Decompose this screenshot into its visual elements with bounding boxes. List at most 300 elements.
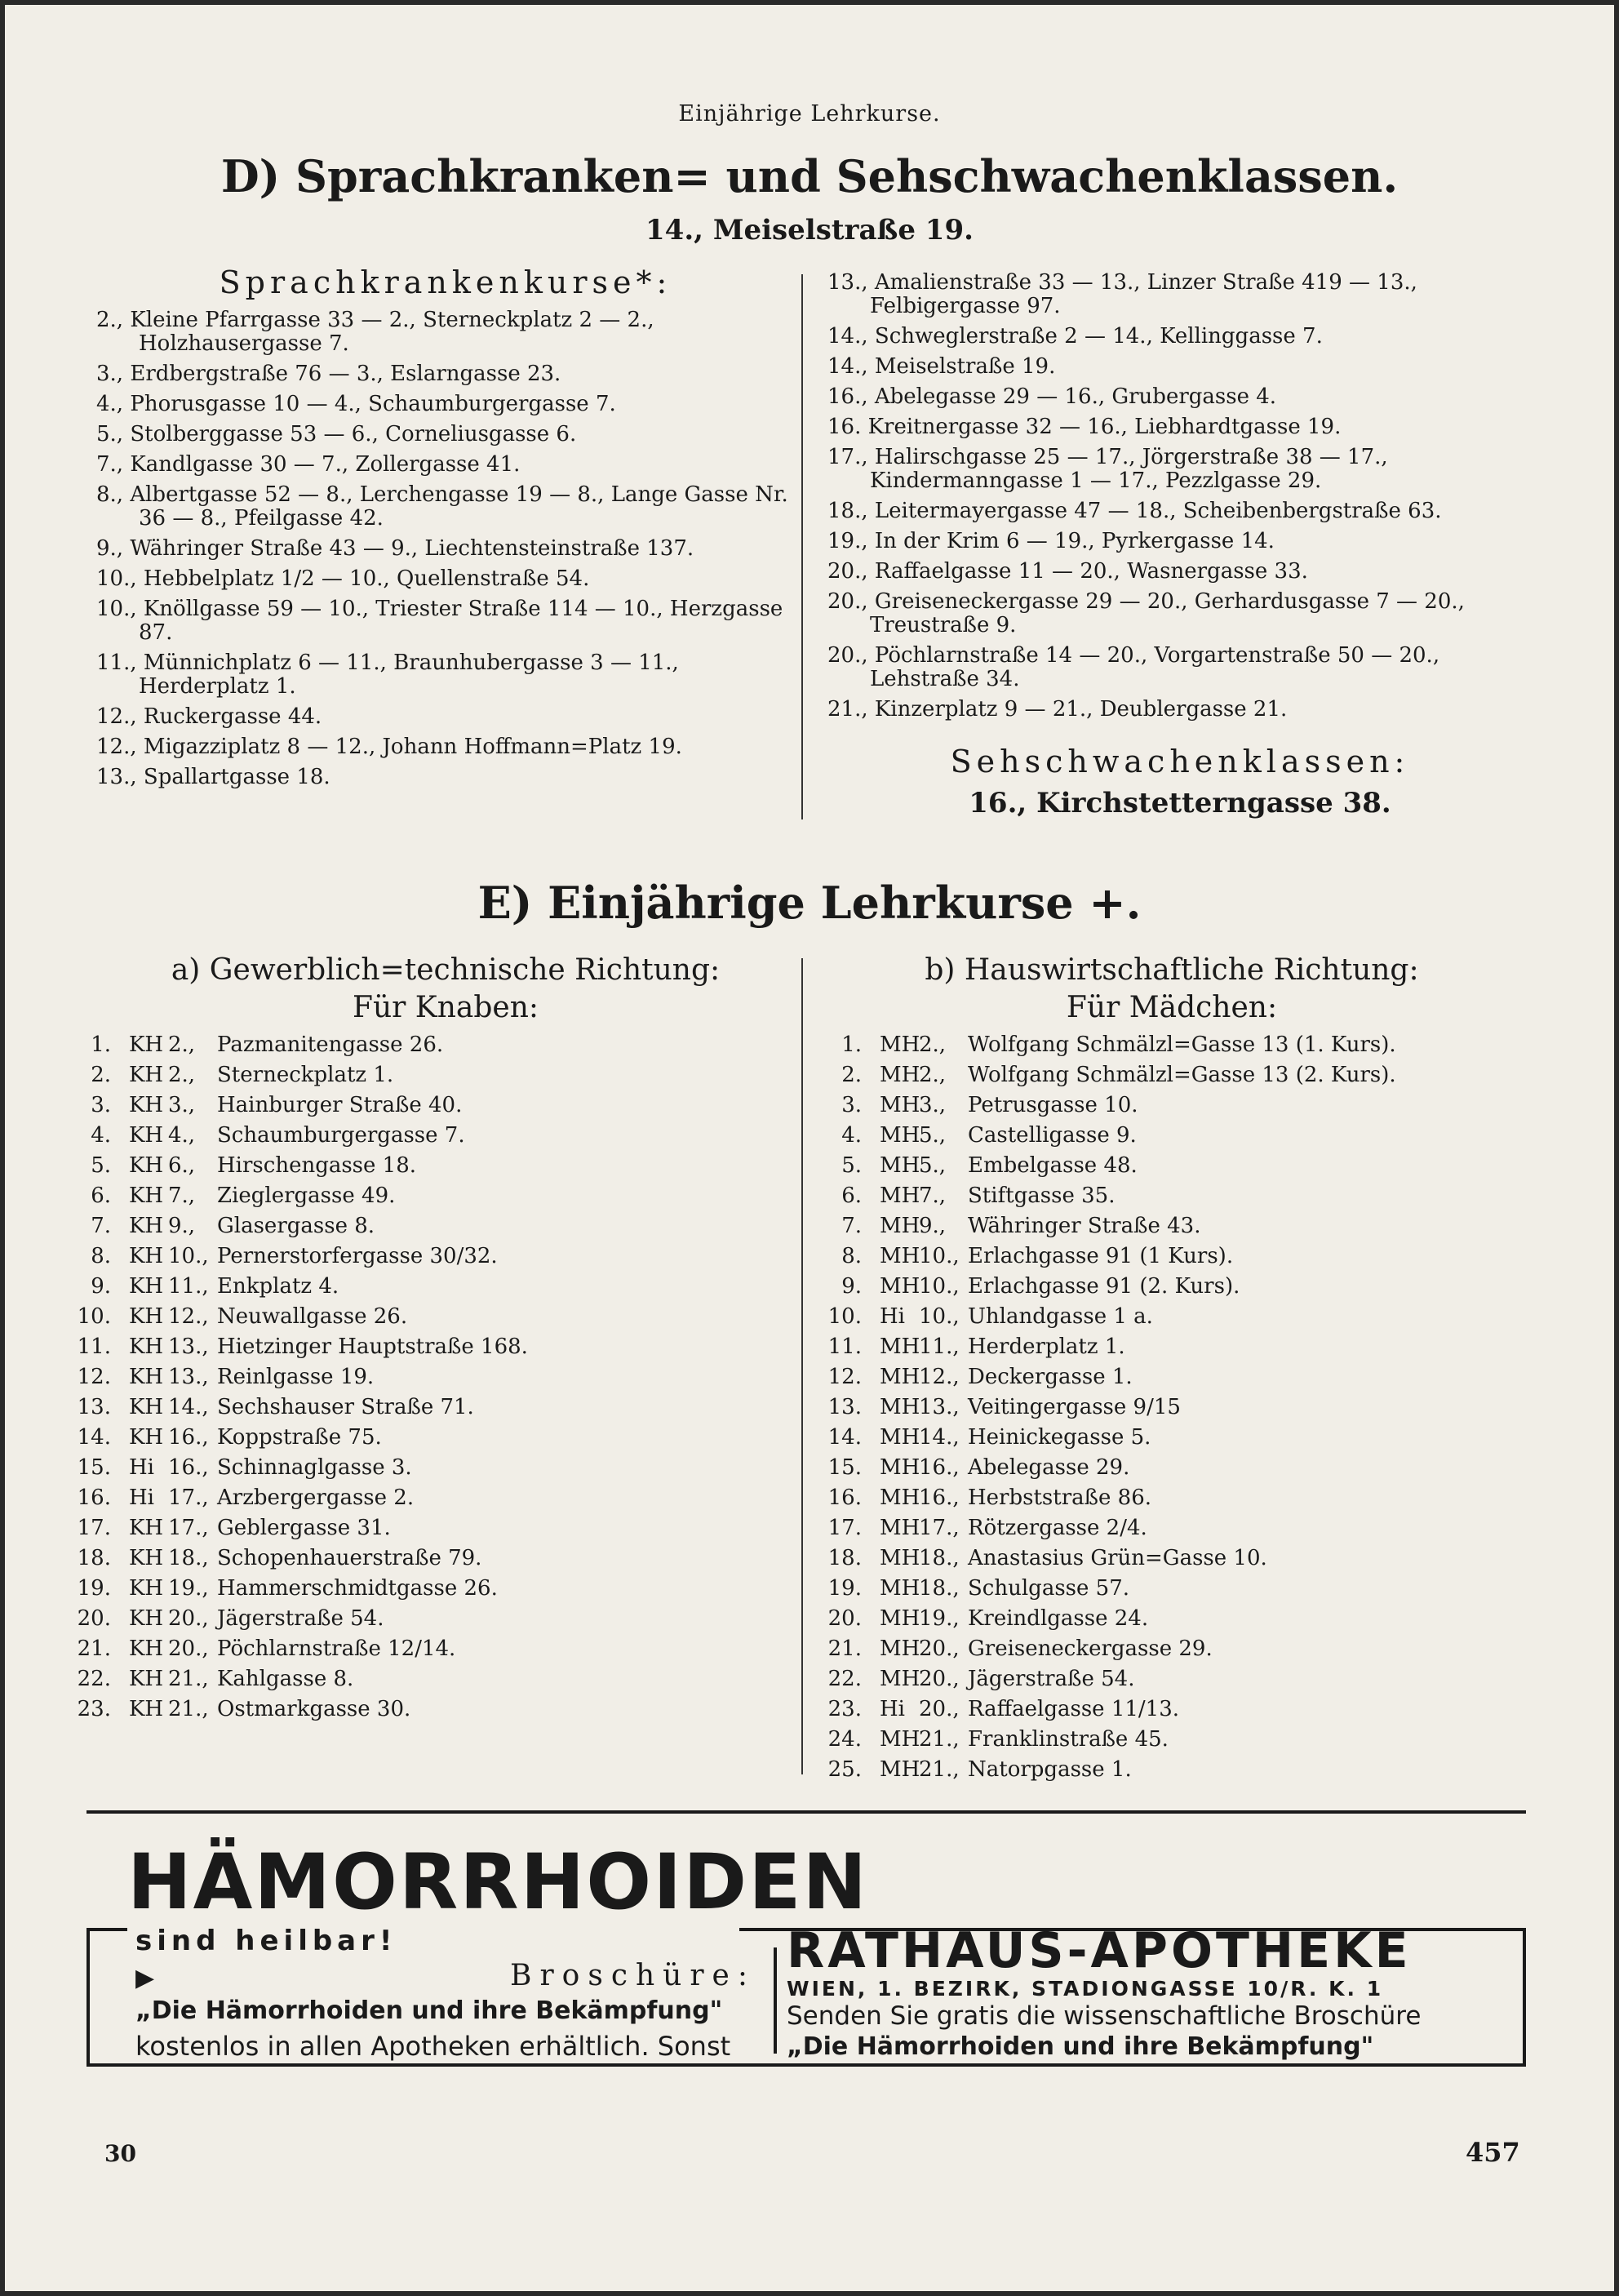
address: Uhlandgasse 1 a. [968, 1304, 1153, 1329]
list-item [77, 1513, 528, 1543]
address: Koppstraße 75. [217, 1425, 382, 1450]
section-e-title: E) Einjährige Lehrkurse +. [477, 877, 1142, 929]
item-number: 25. [827, 1757, 862, 1782]
list-item [827, 1121, 1396, 1151]
list-item [77, 1181, 528, 1211]
address: Glasergasse 8. [217, 1214, 375, 1238]
school-type: MH [880, 1123, 920, 1148]
address: Zieglergasse 49. [217, 1184, 396, 1208]
school-type: MH [880, 1335, 920, 1359]
district: 21., [168, 1667, 209, 1691]
ad-pharmacy-name: RATHAUS-APOTHEKE [787, 1922, 1412, 1979]
school-type: KH [129, 1335, 164, 1359]
list-item: 8., Albertgasse 52 — 8., Lerchengasse 19 — 8., Lange Gasse Nr. 36 — 8., Pfeilgasse 42. [96, 482, 788, 531]
ad-frame [1523, 1928, 1526, 2067]
list-item: 17., Halirschgasse 25 — 17., Jörgerstraße 38 — 17., Kindermanngasse 1 — 17., Pezzlgasse 29. [827, 445, 1388, 493]
school-type: MH [880, 1063, 920, 1087]
school-type: Hi [129, 1455, 154, 1480]
school-type: MH [880, 1606, 920, 1631]
list-item: 10., Knöllgasse 59 — 10., Triester Straße 114 — 10., Herzgasse 87. [96, 597, 783, 645]
address: Schinnaglgasse 3. [217, 1455, 412, 1480]
district: 3., [919, 1093, 947, 1117]
list-item [77, 1574, 528, 1604]
district: 21., [168, 1697, 209, 1721]
ad-text: Senden Sie gratis die wissenschaftliche Broschüre [787, 2001, 1422, 2031]
item-number: 4. [841, 1123, 862, 1148]
item-number: 14. [77, 1425, 111, 1450]
list-item [827, 1060, 1396, 1090]
address: Schaumburgergasse 7. [217, 1123, 465, 1148]
list-item [77, 1241, 528, 1272]
school-type: KH [129, 1214, 164, 1238]
item-number: 2. [841, 1063, 862, 1087]
school-type: KH [129, 1063, 164, 1087]
school-type: MH [880, 1274, 920, 1299]
item-number: 11. [77, 1335, 111, 1359]
list-item [77, 1121, 528, 1151]
district: 7., [168, 1184, 196, 1208]
list-item [77, 1604, 528, 1634]
item-number: 19. [77, 1576, 111, 1601]
ad-divider [774, 1947, 777, 2054]
item-number: 23. [827, 1697, 862, 1721]
list-item [77, 1151, 528, 1181]
list-item: 13., Spallartgasse 18. [96, 765, 330, 789]
list-item [77, 1090, 528, 1121]
list-item: 20., Raffaelgasse 11 — 20., Wasnergasse 33. [827, 559, 1308, 584]
school-type: KH [129, 1395, 164, 1419]
school-type: KH [129, 1606, 164, 1631]
district: 10., [919, 1244, 960, 1268]
item-number: 16. [827, 1486, 862, 1510]
item-number: 13. [827, 1395, 862, 1419]
address: Jägerstraße 54. [968, 1667, 1135, 1691]
list-item [827, 1725, 1396, 1755]
section-d-address: 14., Meiselstraße 19. [645, 214, 974, 246]
district: 18., [168, 1546, 209, 1570]
list-item: 9., Währinger Straße 43 — 9., Liechtensteinstraße 137. [96, 536, 694, 561]
school-type: MH [880, 1395, 920, 1419]
item-number: 5. [841, 1153, 862, 1178]
column-a-heading [95, 952, 796, 1027]
list-item: 4., Phorusgasse 10 — 4., Schaumburgergasse 7. [96, 392, 616, 416]
list-item [827, 1090, 1396, 1121]
district: 20., [919, 1667, 960, 1691]
district: 11., [919, 1335, 960, 1359]
address: Veitingergasse 9/15 [968, 1395, 1181, 1419]
address: Neuwallgasse 26. [217, 1304, 408, 1329]
item-number: 11. [827, 1335, 862, 1359]
list-item: 10., Hebbelplatz 1/2 — 10., Quellenstraße 54. [96, 566, 590, 591]
list-item: 12., Migazziplatz 8 — 12., Johann Hoffmann=Platz 19. [96, 735, 682, 759]
sprachkranken-heading: Sprachkrankenkurse*: [219, 264, 672, 300]
column-divider [801, 958, 803, 1774]
address: Währinger Straße 43. [968, 1214, 1201, 1238]
list-item [77, 1543, 528, 1574]
list-item: 14., Schweglerstraße 2 — 14., Kellinggasse 7. [827, 324, 1323, 349]
list-item: 21., Kinzerplatz 9 — 21., Deublergasse 21. [827, 697, 1288, 722]
district: 13., [919, 1395, 960, 1419]
item-number: 16. [77, 1486, 111, 1510]
school-type: KH [129, 1365, 164, 1389]
district: 12., [168, 1304, 209, 1329]
address: Deckergasse 1. [968, 1365, 1133, 1389]
list-item [827, 1392, 1396, 1423]
arrow-marker-icon: ▶ [135, 1964, 155, 1992]
ad-frame [86, 1928, 90, 2067]
district: 5., [919, 1123, 947, 1148]
school-type: MH [880, 1637, 920, 1661]
district: 14., [168, 1395, 209, 1419]
district: 16., [168, 1425, 209, 1450]
list-item [827, 1151, 1396, 1181]
list-item [827, 1574, 1396, 1604]
school-type: MH [880, 1757, 920, 1782]
school-type: MH [880, 1033, 920, 1057]
address: Hirschengasse 18. [217, 1153, 417, 1178]
address: Embelgasse 48. [968, 1153, 1138, 1178]
district: 17., [168, 1486, 209, 1510]
school-type: Hi [129, 1486, 154, 1510]
address: Ostmarkgasse 30. [217, 1697, 411, 1721]
district: 21., [919, 1757, 960, 1782]
item-number: 10. [77, 1304, 111, 1329]
list-item [827, 1664, 1396, 1694]
school-type: KH [129, 1184, 164, 1208]
list-item [77, 1272, 528, 1302]
address: Schulgasse 57. [968, 1576, 1130, 1601]
district: 16., [919, 1455, 960, 1480]
address: Anastasius Grün=Gasse 10. [968, 1546, 1267, 1570]
page-number-left: 30 [104, 2140, 136, 2167]
ad-top-rule [86, 1810, 1526, 1814]
school-type: MH [880, 1486, 920, 1510]
address: Pöchlarnstraße 12/14. [217, 1637, 456, 1661]
school-type: KH [129, 1274, 164, 1299]
ad-pharmacy-address: WIEN, 1. BEZIRK, STADIONGASSE 10/R. K. 1 [787, 1977, 1384, 2001]
item-number: 18. [827, 1546, 862, 1570]
list-item [827, 1272, 1396, 1302]
list-item [827, 1302, 1396, 1332]
list-item [77, 1060, 528, 1090]
district: 19., [919, 1606, 960, 1631]
list-item [827, 1483, 1396, 1513]
district: 13., [168, 1365, 209, 1389]
ad-brochure-title: „Die Hämorrhoiden und ihre Bekämpfung" [135, 1996, 723, 2025]
item-number: 21. [77, 1637, 111, 1661]
district: 20., [919, 1637, 960, 1661]
list-item [827, 1362, 1396, 1392]
address: Herbststraße 86. [968, 1486, 1152, 1510]
district: 17., [168, 1516, 209, 1540]
ad-subline: sind heilbar! [135, 1925, 397, 1957]
address: Erlachgasse 91 (1 Kurs). [968, 1244, 1234, 1268]
list-item [77, 1362, 528, 1392]
item-number: 6. [91, 1184, 111, 1208]
address: Schopenhauerstraße 79. [217, 1546, 482, 1570]
column-b-title: b) Hauswirtschaftliche Richtung: [925, 953, 1419, 987]
list-item [77, 1332, 528, 1362]
district: 2., [168, 1063, 196, 1087]
address: Stiftgasse 35. [968, 1184, 1116, 1208]
item-number: 4. [91, 1123, 111, 1148]
list-item: 7., Kandlgasse 30 — 7., Zollergasse 41. [96, 452, 521, 477]
district: 11., [168, 1274, 209, 1299]
sehschwachen-heading: Sehschwachenklassen: [950, 744, 1410, 779]
address: Petrusgasse 10. [968, 1093, 1138, 1117]
school-type: KH [129, 1516, 164, 1540]
district: 16., [168, 1455, 209, 1480]
school-type: MH [880, 1365, 920, 1389]
list-item [77, 1694, 528, 1725]
list-item [827, 1453, 1396, 1483]
school-type: MH [880, 1516, 920, 1540]
item-number: 5. [91, 1153, 111, 1178]
list-item [827, 1030, 1396, 1060]
item-number: 23. [77, 1697, 111, 1721]
knaben-list [77, 1030, 528, 1725]
address: Geblergasse 31. [217, 1516, 391, 1540]
column-b-subtitle: Für Mädchen: [1066, 991, 1278, 1024]
list-item [77, 1302, 528, 1332]
column-a-subtitle: Für Knaben: [352, 991, 539, 1024]
address: Sterneckplatz 1. [217, 1063, 394, 1087]
school-type: Hi [880, 1697, 905, 1721]
district: 20., [168, 1637, 209, 1661]
district: 20., [919, 1697, 960, 1721]
item-number: 17. [77, 1516, 111, 1540]
item-number: 1. [91, 1033, 111, 1057]
list-item: 5., Stolberggasse 53 — 6., Corneliusgasse 6. [96, 422, 577, 446]
address: Franklinstraße 45. [968, 1727, 1169, 1752]
list-item [77, 1211, 528, 1241]
district: 10., [919, 1304, 960, 1329]
district: 2., [919, 1063, 947, 1087]
list-item: 18., Leitermayergasse 47 — 18., Scheibenbergstraße 63. [827, 499, 1442, 523]
list-item [827, 1423, 1396, 1453]
item-number: 15. [77, 1455, 111, 1480]
item-number: 1. [841, 1033, 862, 1057]
list-item: 13., Amalienstraße 33 — 13., Linzer Straße 419 — 13., Felbigergasse 97. [827, 270, 1417, 318]
item-number: 9. [841, 1274, 862, 1299]
list-item: 19., In der Krim 6 — 19., Pyrkergasse 14. [827, 529, 1275, 553]
district: 7., [919, 1184, 947, 1208]
address: Hammerschmidtgasse 26. [217, 1576, 498, 1601]
list-item: 11., Münnichplatz 6 — 11., Braunhubergasse 3 — 11., Herderplatz 1. [96, 651, 679, 699]
list-item [827, 1211, 1396, 1241]
ad-broschure-label: Broschüre: [510, 1959, 756, 1992]
school-type: KH [129, 1244, 164, 1268]
item-number: 14. [827, 1425, 862, 1450]
list-item: 16., Abelegasse 29 — 16., Grubergasse 4. [827, 384, 1277, 409]
item-number: 18. [77, 1546, 111, 1570]
address: Wolfgang Schmälzl=Gasse 13 (1. Kurs). [968, 1033, 1396, 1057]
address: Erlachgasse 91 (2. Kurs). [968, 1274, 1240, 1299]
list-item: 20., Pöchlarnstraße 14 — 20., Vorgartenstraße 50 — 20., Lehstraße 34. [827, 643, 1440, 691]
address: Rötzergasse 2/4. [968, 1516, 1147, 1540]
item-number: 13. [77, 1395, 111, 1419]
address: Hainburger Straße 40. [217, 1093, 463, 1117]
list-item [77, 1030, 528, 1060]
address: Raffaelgasse 11/13. [968, 1697, 1180, 1721]
item-number: 7. [91, 1214, 111, 1238]
page [5, 5, 1614, 2291]
school-type: KH [129, 1667, 164, 1691]
section-d-title: D) Sprachkranken= und Sehschwachenklassen. [220, 150, 1399, 202]
ad-brochure-title: „Die Hämorrhoiden und ihre Bekämpfung" [787, 2032, 1374, 2061]
address: Enkplatz 4. [217, 1274, 339, 1299]
school-type: KH [129, 1304, 164, 1329]
school-type: KH [129, 1546, 164, 1570]
address: Reinlgasse 19. [217, 1365, 375, 1389]
school-type: KH [129, 1576, 164, 1601]
item-number: 8. [91, 1244, 111, 1268]
school-type: MH [880, 1425, 920, 1450]
sprachkranken-list-left [96, 309, 788, 796]
item-number: 17. [827, 1516, 862, 1540]
list-item [827, 1755, 1396, 1785]
district: 12., [919, 1365, 960, 1389]
item-number: 22. [827, 1667, 862, 1691]
item-number: 22. [77, 1667, 111, 1691]
school-type: MH [880, 1093, 920, 1117]
item-number: 7. [841, 1214, 862, 1238]
district: 21., [919, 1727, 960, 1752]
district: 16., [919, 1486, 960, 1510]
district: 17., [919, 1516, 960, 1540]
school-type: MH [880, 1576, 920, 1601]
address: Kreindlgasse 24. [968, 1606, 1149, 1631]
list-item: 16. Kreitnergasse 32 — 16., Liebhardtgasse 19. [827, 415, 1342, 439]
address: Abelegasse 29. [968, 1455, 1130, 1480]
school-type: MH [880, 1667, 920, 1691]
address: Herderplatz 1. [968, 1335, 1125, 1359]
list-item: 12., Ruckergasse 44. [96, 704, 322, 729]
list-item [827, 1604, 1396, 1634]
school-type: MH [880, 1214, 920, 1238]
district: 20., [168, 1606, 209, 1631]
school-type: MH [880, 1244, 920, 1268]
address: Pazmanitengasse 26. [217, 1033, 444, 1057]
item-number: 10. [827, 1304, 862, 1329]
district: 13., [168, 1335, 209, 1359]
sprachkranken-list-right [827, 271, 1529, 728]
district: 6., [168, 1153, 196, 1178]
school-type: Hi [880, 1304, 905, 1329]
item-number: 19. [827, 1576, 862, 1601]
item-number: 20. [827, 1606, 862, 1631]
item-number: 20. [77, 1606, 111, 1631]
list-item [77, 1453, 528, 1483]
list-item [827, 1513, 1396, 1543]
district: 19., [168, 1576, 209, 1601]
running-head: Einjährige Lehrkurse. [678, 101, 941, 127]
district: 10., [168, 1244, 209, 1268]
address: Kahlgasse 8. [217, 1667, 354, 1691]
list-item [827, 1332, 1396, 1362]
address: Sechshauser Straße 71. [217, 1395, 474, 1419]
item-number: 3. [91, 1093, 111, 1117]
district: 5., [919, 1153, 947, 1178]
address: Pernerstorfergasse 30/32. [217, 1244, 498, 1268]
district: 3., [168, 1093, 196, 1117]
column-a-title: a) Gewerblich=technische Richtung: [171, 953, 721, 987]
list-item [77, 1423, 528, 1453]
ad-headline: HÄMORRHOIDEN [127, 1838, 869, 1927]
address: Jägerstraße 54. [217, 1606, 384, 1631]
address: Natorpgasse 1. [968, 1757, 1132, 1782]
school-type: MH [880, 1546, 920, 1570]
district: 14., [919, 1425, 960, 1450]
column-divider [801, 274, 803, 819]
list-item [827, 1634, 1396, 1664]
district: 18., [919, 1546, 960, 1570]
page-number-right: 457 [1466, 2137, 1520, 2168]
item-number: 12. [77, 1365, 111, 1389]
item-number: 24. [827, 1727, 862, 1752]
school-type: KH [129, 1123, 164, 1148]
ad-frame [86, 2063, 1526, 2067]
district: 2., [168, 1033, 196, 1057]
list-item: 3., Erdbergstraße 76 — 3., Eslarngasse 23. [96, 362, 561, 386]
district: 2., [919, 1033, 947, 1057]
address: Heinickegasse 5. [968, 1425, 1151, 1450]
district: 10., [919, 1274, 960, 1299]
list-item: 20., Greiseneckergasse 29 — 20., Gerhardusgasse 7 — 20., Treustraße 9. [827, 589, 1465, 637]
ad-frame [86, 1928, 127, 1931]
school-type: KH [129, 1093, 164, 1117]
item-number: 8. [841, 1244, 862, 1268]
list-item [827, 1181, 1396, 1211]
address: Arzbergergasse 2. [217, 1486, 415, 1510]
maedchen-list [827, 1030, 1396, 1785]
list-item [827, 1694, 1396, 1725]
column-b-heading [821, 952, 1523, 1027]
district: 18., [919, 1576, 960, 1601]
address: Wolfgang Schmälzl=Gasse 13 (2. Kurs). [968, 1063, 1396, 1087]
item-number: 2. [91, 1063, 111, 1087]
school-type: KH [129, 1153, 164, 1178]
school-type: KH [129, 1425, 164, 1450]
district: 9., [168, 1214, 196, 1238]
address: Greiseneckergasse 29. [968, 1637, 1213, 1661]
district: 4., [168, 1123, 196, 1148]
sehschwachen-address: 16., Kirchstetterngasse 38. [969, 787, 1391, 819]
list-item [77, 1634, 528, 1664]
item-number: 12. [827, 1365, 862, 1389]
school-type: MH [880, 1184, 920, 1208]
item-number: 6. [841, 1184, 862, 1208]
list-item: 14., Meiselstraße 19. [827, 354, 1056, 379]
school-type: MH [880, 1153, 920, 1178]
address: Hietzinger Hauptstraße 168. [217, 1335, 528, 1359]
list-item [77, 1483, 528, 1513]
item-number: 15. [827, 1455, 862, 1480]
ad-text: kostenlos in allen Apotheken erhältlich. Sonst [135, 2031, 731, 2062]
school-type: KH [129, 1637, 164, 1661]
school-type: MH [880, 1455, 920, 1480]
list-item [77, 1392, 528, 1423]
school-type: KH [129, 1697, 164, 1721]
item-number: 21. [827, 1637, 862, 1661]
address: Castelligasse 9. [968, 1123, 1137, 1148]
item-number: 9. [91, 1274, 111, 1299]
list-item: 2., Kleine Pfarrgasse 33 — 2., Sterneckplatz 2 — 2., Holzhausergasse 7. [96, 308, 654, 356]
item-number: 3. [841, 1093, 862, 1117]
district: 9., [919, 1214, 947, 1238]
school-type: MH [880, 1727, 920, 1752]
school-type: KH [129, 1033, 164, 1057]
